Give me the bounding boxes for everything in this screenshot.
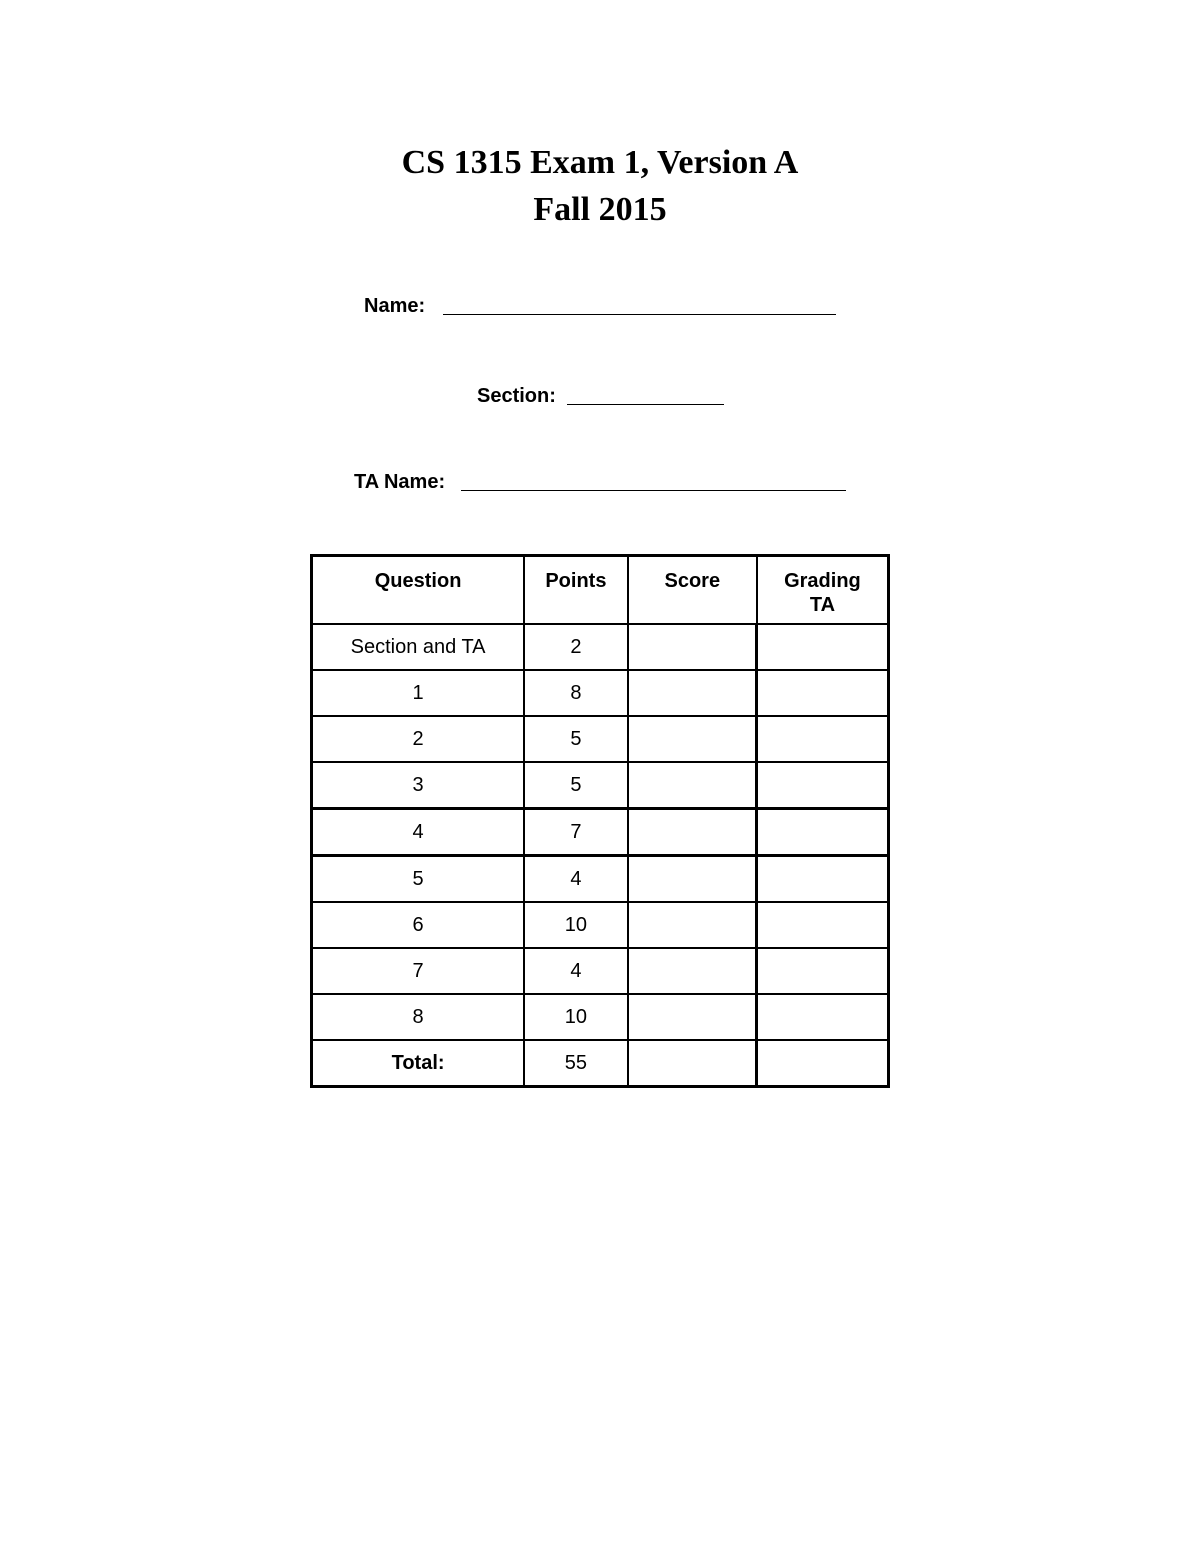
score-cell[interactable] — [628, 902, 757, 948]
grading-ta-cell[interactable] — [757, 808, 889, 855]
exam-term: Fall 2015 — [533, 191, 667, 228]
points-cell: 8 — [524, 670, 628, 716]
table-row — [312, 808, 889, 855]
score-cell[interactable] — [628, 624, 757, 670]
question-cell: 1 — [312, 670, 525, 716]
name-label: Name: — [364, 295, 426, 317]
grading-ta-cell[interactable] — [757, 716, 889, 762]
name-field[interactable] — [443, 314, 836, 315]
points-cell: 7 — [524, 808, 628, 855]
grading-ta-cell[interactable] — [757, 670, 889, 716]
points-cell: 5 — [524, 716, 628, 762]
score-cell[interactable] — [628, 670, 757, 716]
points-cell: 4 — [524, 855, 628, 902]
question-cell: 7 — [312, 948, 525, 994]
question-cell: 6 — [312, 902, 525, 948]
grading-ta-cell[interactable] — [757, 902, 889, 948]
table-row — [312, 994, 889, 1040]
total-grading-ta-cell[interactable] — [757, 1040, 889, 1087]
table-row — [312, 716, 889, 762]
total-points: 55 — [524, 1040, 628, 1087]
question-cell: 2 — [312, 716, 525, 762]
grading-ta-cell[interactable] — [757, 762, 889, 809]
score-cell[interactable] — [628, 948, 757, 994]
header-score: Score — [628, 556, 757, 624]
score-cell[interactable] — [628, 762, 757, 809]
question-cell: Section and TA — [312, 624, 525, 670]
total-score-cell[interactable] — [628, 1040, 757, 1087]
exam-title: CS 1315 Exam 1, Version A — [401, 144, 799, 181]
question-cell: 5 — [312, 855, 525, 902]
grade-table — [310, 554, 890, 1088]
header-grading-ta: Grading TA — [757, 556, 889, 624]
grading-ta-cell[interactable] — [757, 624, 889, 670]
question-cell: 3 — [312, 762, 525, 809]
score-cell[interactable] — [628, 716, 757, 762]
table-header-row — [312, 556, 889, 624]
score-cell[interactable] — [628, 855, 757, 902]
ta-name-field[interactable] — [461, 490, 846, 491]
grading-ta-cell[interactable] — [757, 948, 889, 994]
points-cell: 2 — [524, 624, 628, 670]
score-cell[interactable] — [628, 994, 757, 1040]
table-row — [312, 624, 889, 670]
points-cell: 4 — [524, 948, 628, 994]
score-cell[interactable] — [628, 808, 757, 855]
question-cell: 4 — [312, 808, 525, 855]
ta-name-label: TA Name: — [354, 471, 446, 493]
table-row — [312, 902, 889, 948]
table-row — [312, 762, 889, 809]
total-label: Total: — [312, 1040, 525, 1087]
grading-ta-cell[interactable] — [757, 994, 889, 1040]
total-row — [312, 1040, 889, 1087]
section-field[interactable] — [567, 404, 724, 405]
header-question: Question — [312, 556, 525, 624]
header-points: Points — [524, 556, 628, 624]
points-cell: 5 — [524, 762, 628, 809]
table-row — [312, 670, 889, 716]
table-row — [312, 855, 889, 902]
section-label: Section: — [477, 385, 556, 407]
grading-ta-cell[interactable] — [757, 855, 889, 902]
table-row — [312, 948, 889, 994]
question-cell: 8 — [312, 994, 525, 1040]
points-cell: 10 — [524, 994, 628, 1040]
points-cell: 10 — [524, 902, 628, 948]
